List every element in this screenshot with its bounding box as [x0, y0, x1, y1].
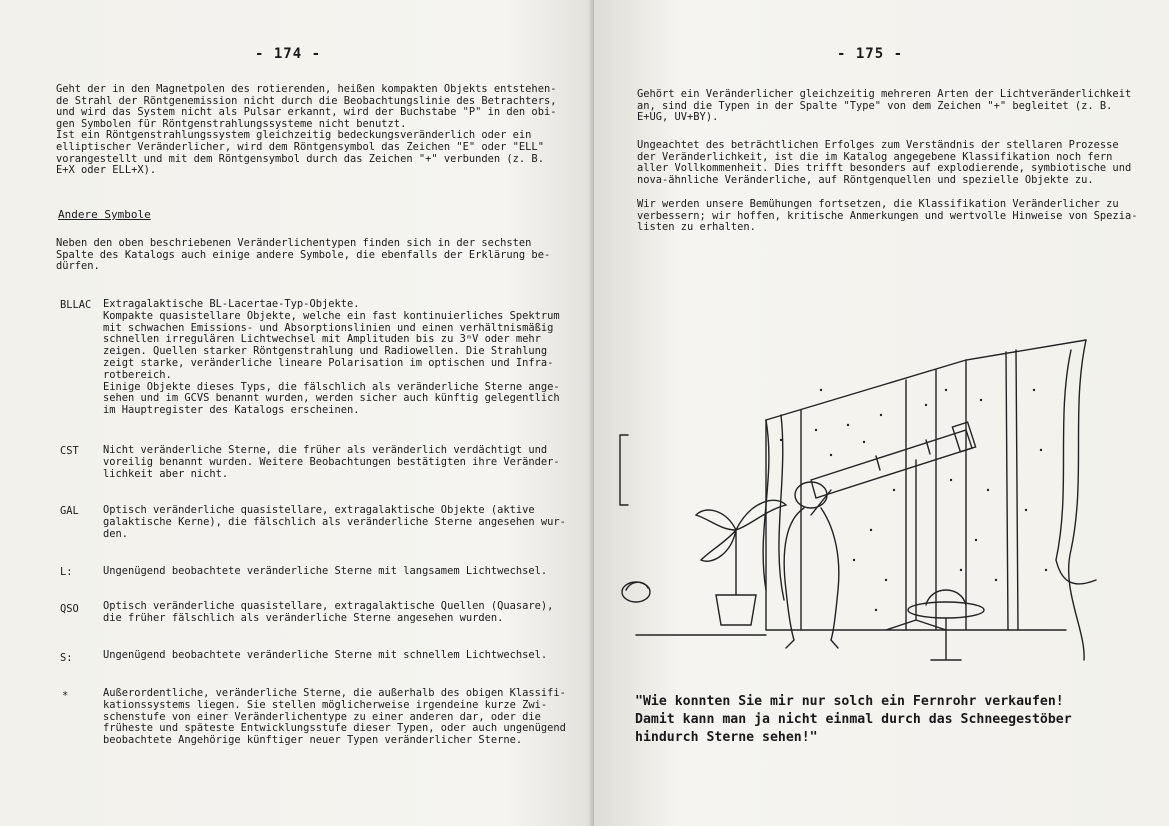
entry-term: QSO	[60, 603, 79, 615]
page-number-left: - 174 -	[255, 46, 322, 62]
entry-term: *	[62, 690, 69, 702]
entry-description: Optisch veränderliche quasistellare, extragalaktische Quellen (Quasare), die früher fälschlich als veränderliche Sterne angesehen wurden.	[103, 600, 554, 624]
paragraph: Gehört ein Veränderlicher gleichzeitig mehreren Arten der Lichtveränderlichkeit an, sind die Typen in der Spalte "Type" von dem Zeichen "+" begleitet (z. B. E+UG, UV+BY).	[637, 88, 1132, 124]
cartoon-caption: "Wie konnten Sie mir nur solch ein Fernrohr verkaufen! Damit kann man ja nicht einmal durch das Schneegestöber hindurch Sterne sehen!"	[635, 694, 1072, 745]
entry-term: GAL	[60, 505, 79, 517]
paragraph: Ungeachtet des beträchtlichen Erfolges zum Verständnis der stellaren Prozesse der Veränderlichkeit, ist die im Katalog angegebene Klassifikation noch fern aller Vollkommenheit. Dies trifft besonders auf explodierende, symbiotische und nova-ähnliche Veränderliche, auf Röntgenquellen und spezielle Objekte zu.	[637, 139, 1132, 186]
paragraph: Wir werden unsere Bemühungen fortsetzen, die Klassifikation Veränderlicher zu verbessern; wir hoffen, kritische Anmerkungen und wertvolle Hinweise von Spezia- listen zu erhalten.	[637, 198, 1138, 234]
entry-description: Nicht veränderliche Sterne, die früher als veränderlich verdächtigt und voreilig benannt wurden. Weitere Beobachtungen bestätigten ihre Veränder- lichkeit aber nicht.	[103, 444, 560, 480]
entry-description: Außerordentliche, veränderliche Sterne, die außerhalb des obigen Klassifi- kationssystems liegen. Sie stellen möglicherweise irgendeine kurze Zwi- schenstufe von einer Veränderlichentype zu einer anderen dar, oder die früheste und späteste Entwicklungsstufe dieser Typen, oder auch ungenügend beobachtete Angehörige künftiger neuer Typen veränderlicher Sterne.	[103, 687, 566, 747]
page-number-right: - 175 -	[837, 46, 904, 62]
entry-term: CST	[60, 445, 79, 457]
section-heading: Andere Symbole	[58, 208, 151, 221]
entry-term: BLLAC	[60, 299, 92, 311]
section-intro: Neben den oben beschriebenen Veränderlichentypen finden sich in der sechsten Spalte des Katalogs auch einige andere Symbole, die ebenfalls der Erklärung be- dürfen.	[56, 237, 551, 273]
entry-description: Extragalaktische BL-Lacertae-Typ-Objekte. Kompakte quasistellare Objekte, welche ein fast kontinuierliches Spektrum mit schwachen Emissions- und Absorptionslinien und einen verhältnismäßig schnellen irregulären Lichtwechsel mit Amplituden bis zu 3ᵐV oder mehr zeigen. Quellen starker Röntgenstrahlung und Radiowellen. Die Strahlung zeigt starke, veränderliche lineare Polarisation im optischen und Infra- rotbereich. Einige Objekte dieses Typs, die fälschlich als veränderliche Sterne ange- sehen und im GCVS benannt wurden, werden sicher auch künftig gelegentlich im Hauptregister des Katalogs erscheinen.	[103, 298, 560, 417]
entry-term: L:	[60, 566, 73, 578]
entry-description: Optisch veränderliche quasistellare, extragalaktische Objekte (aktive galaktische Kerne), die fälschlich als veränderliche Sterne angesehen wur- den.	[103, 504, 566, 540]
intro-paragraph: Geht der in den Magnetpolen des rotierenden, heißen kompakten Objekts entstehen- de Strahl der Röntgenemission nicht durch die Beobachtungslinie des Betrachters, und wird das System nicht als Pulsar erkannt, wird der Buchstabe "P" in den obi- gen Symbolen für Röntgenstrahlungssysteme nicht benutzt. Ist ein Röntgenstrahlungssystem gleichzeitig bedeckungsveränderlich oder ein elliptischer Veränderlicher, wird dem Röntgensymbol das Zeichen "E" oder "ELL" vorangestellt und mit dem Röntgensymbol durch das Zeichen "+" verbunden (z. B. E+X oder ELL+X).	[56, 83, 557, 177]
right-page	[594, 0, 1169, 826]
entry-term: S:	[60, 652, 73, 664]
entry-description: Ungenügend beobachtete veränderliche Sterne mit langsamem Lichtwechsel.	[103, 565, 548, 577]
entry-description: Ungenügend beobachtete veränderliche Sterne mit schnellem Lichtwechsel.	[103, 649, 548, 661]
telescope-cartoon-illustration	[616, 330, 1116, 685]
